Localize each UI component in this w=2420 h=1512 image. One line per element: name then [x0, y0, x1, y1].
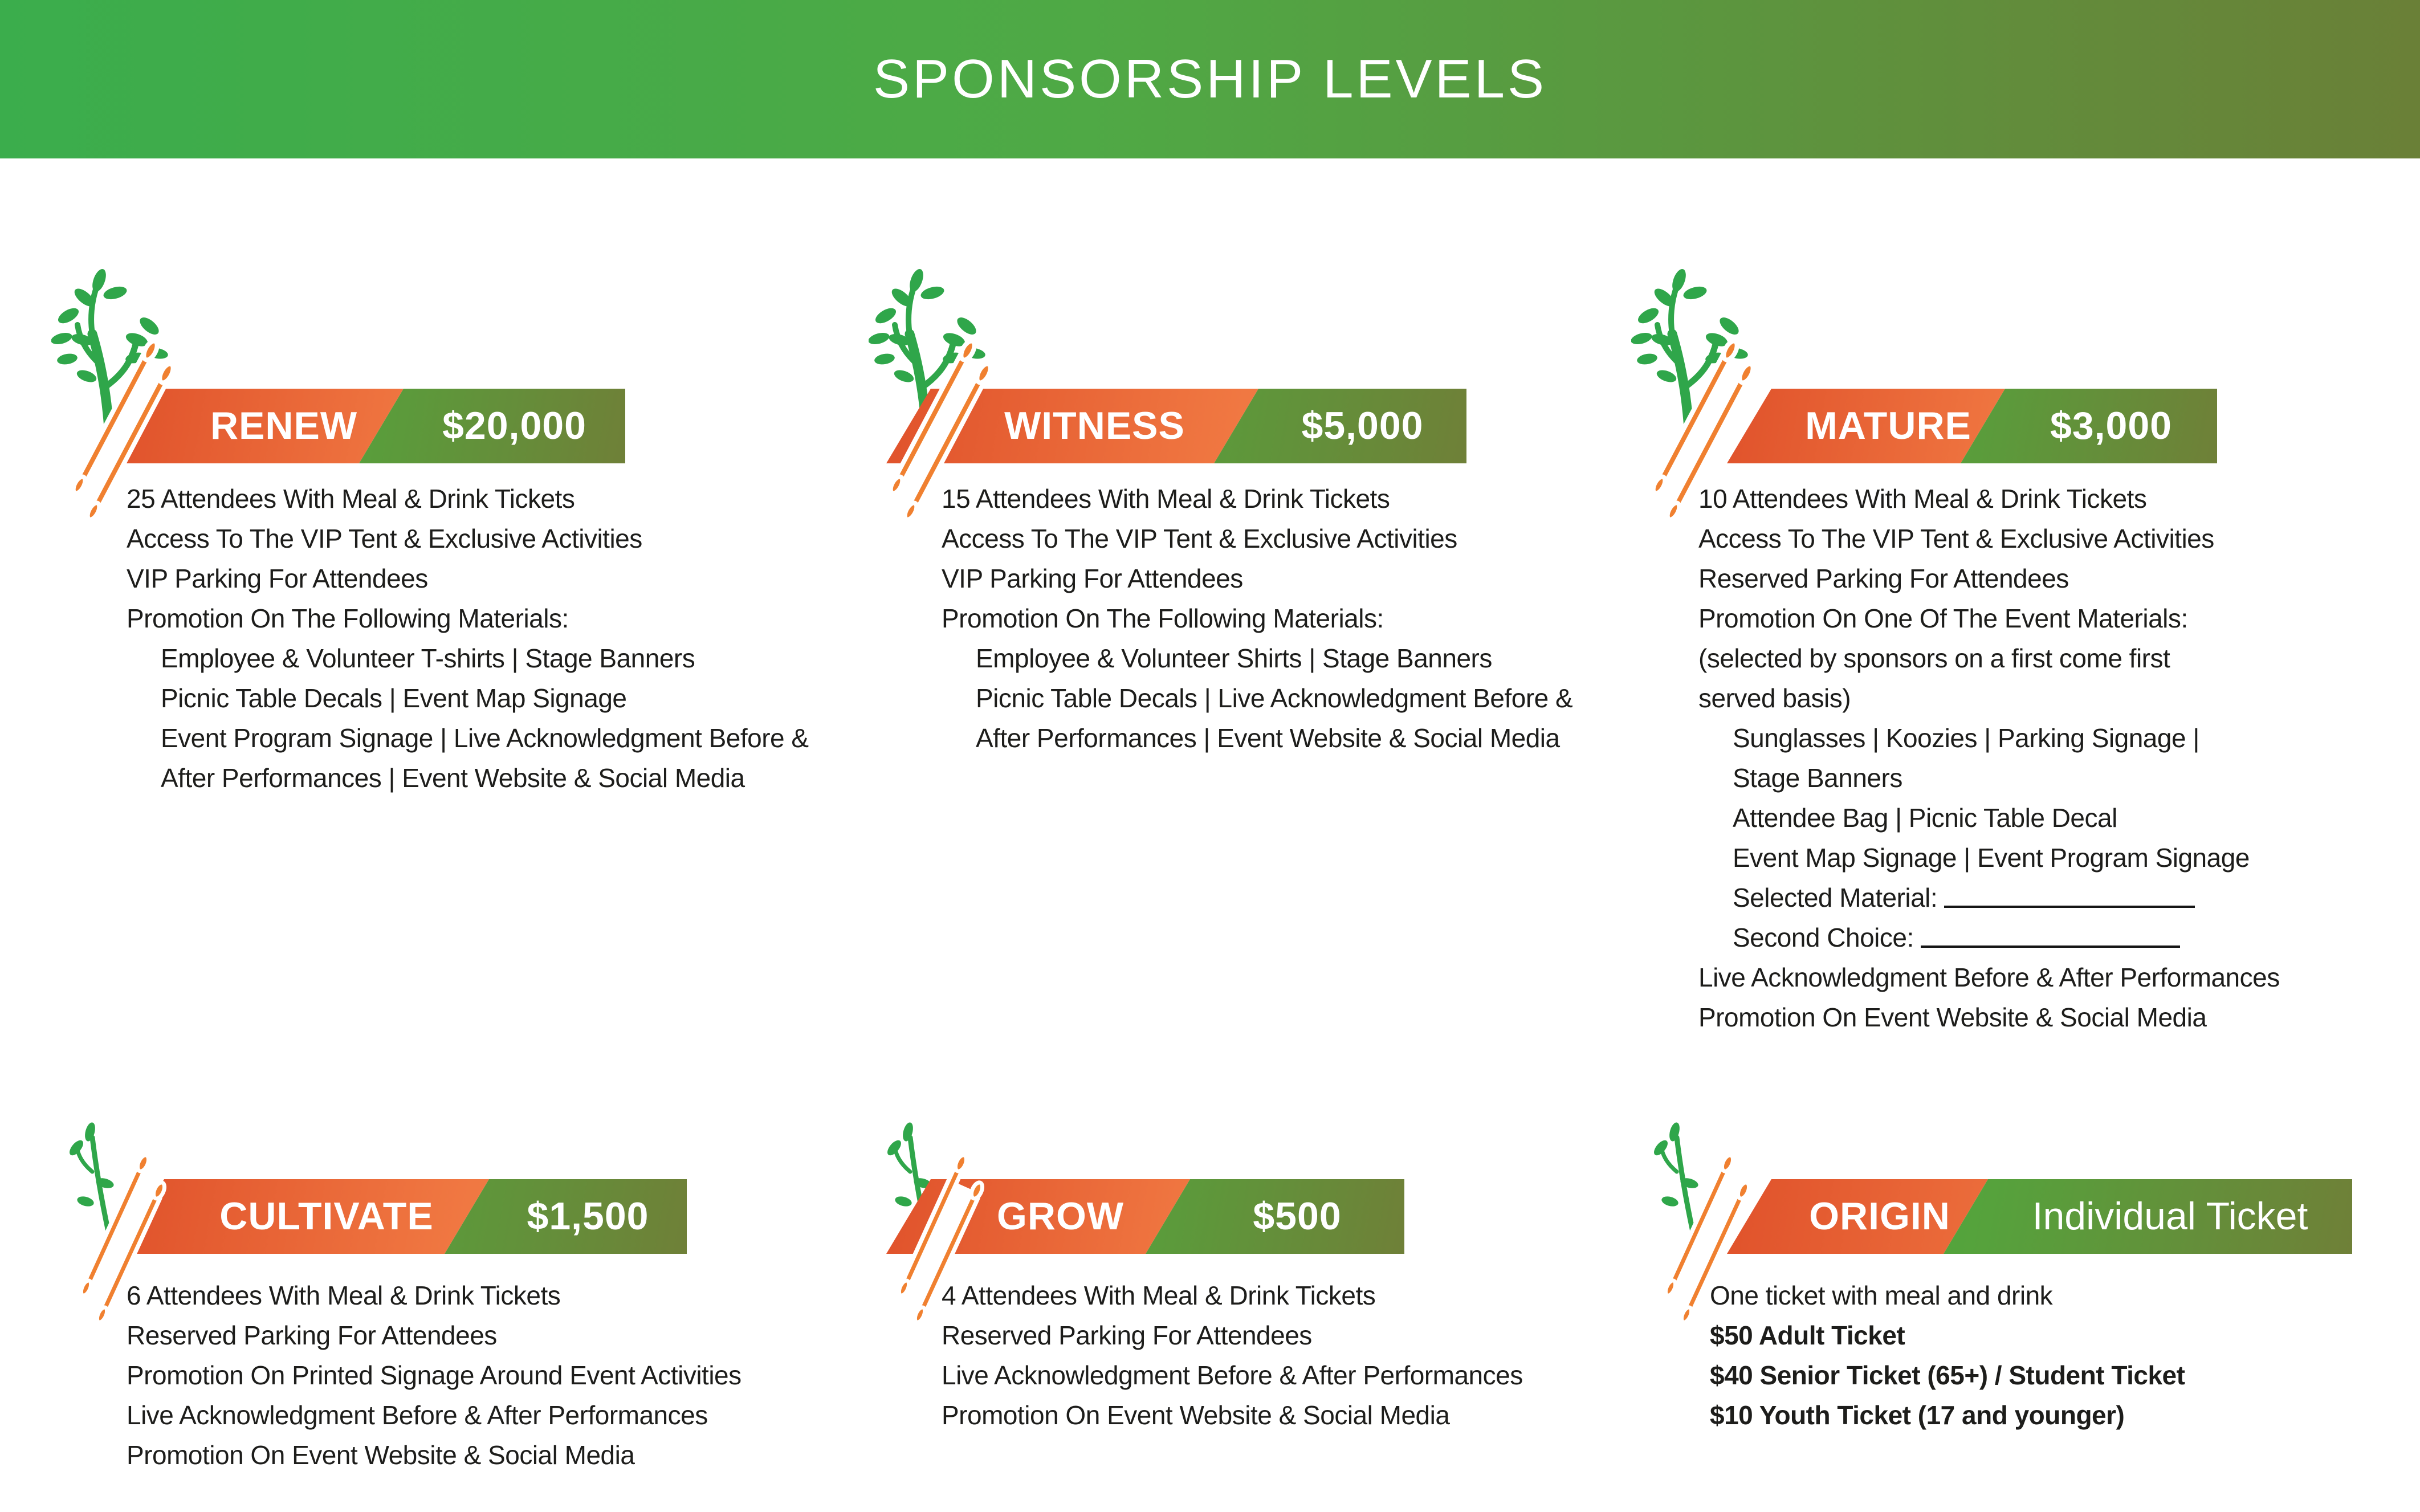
benefit-item: One ticket with meal and drink — [1710, 1281, 2053, 1310]
benefit-item: Event Map Signage | Event Program Signage — [1733, 843, 2250, 873]
benefit-label: Second Choice: — [1733, 923, 1914, 952]
tier-name: ORIGIN — [1809, 1195, 1950, 1238]
tier-price: $20,000 — [442, 404, 586, 447]
brush-slash-icon — [881, 1116, 986, 1324]
brush-slash-icon — [1631, 267, 1752, 524]
tier-ribbon — [120, 389, 625, 463]
benefit-item: 4 Attendees With Meal & Drink Tickets — [942, 1281, 1376, 1310]
benefit-item: Employee & Volunteer Shirts | Stage Banners — [976, 643, 1492, 673]
benefits-list — [1710, 1275, 2185, 1435]
benefit-label: Selected Material: — [1733, 883, 1938, 912]
benefit-item: 10 Attendees With Meal & Drink Tickets — [1698, 484, 2147, 513]
benefit-item: served basis) — [1698, 683, 1851, 713]
tier-price: $500 — [1253, 1195, 1342, 1238]
benefit-item: Reserved Parking For Attendees — [942, 1321, 1312, 1350]
benefit-item: Reserved Parking For Attendees — [1698, 564, 2069, 593]
benefits-list — [127, 479, 809, 798]
benefit-item: 25 Attendees With Meal & Drink Tickets — [127, 484, 575, 513]
brush-slash-icon — [869, 267, 989, 524]
tier-price: Individual Ticket — [2032, 1195, 2308, 1238]
benefit-item: Access To The VIP Tent & Exclusive Activities — [127, 524, 642, 553]
benefits-list — [942, 1275, 1523, 1435]
benefit-item: VIP Parking For Attendees — [127, 564, 428, 593]
tier-price: $1,500 — [527, 1195, 649, 1238]
benefit-item: Sunglasses | Koozies | Parking Signage | — [1733, 723, 2199, 753]
write-in-line — [1921, 945, 2180, 948]
benefit-item: Picnic Table Decals | Event Map Signage — [161, 683, 627, 713]
page-title: SPONSORSHIP LEVELS — [873, 48, 1547, 109]
tier-price: $5,000 — [1301, 404, 1424, 447]
benefit-item: After Performances | Event Website & Social Media — [976, 723, 1560, 753]
benefit-item: 15 Attendees With Meal & Drink Tickets — [942, 484, 1390, 513]
benefits-list — [1698, 479, 2280, 1037]
benefit-item: Access To The VIP Tent & Exclusive Activities — [942, 524, 1457, 553]
benefit-item: Employee & Volunteer T-shirts | Stage Banners — [161, 643, 695, 673]
benefit-item: Picnic Table Decals | Live Acknowledgment Before & — [976, 683, 1573, 713]
tier-name: WITNESS — [1004, 404, 1185, 447]
benefit-item: Access To The VIP Tent & Exclusive Activities — [1698, 524, 2214, 553]
tier-name: RENEW — [210, 404, 358, 447]
benefit-item: Promotion On Event Website & Social Media — [1698, 1002, 2207, 1032]
benefit-item: $40 Senior Ticket (65+) / Student Ticket — [1710, 1360, 2185, 1390]
benefits-list — [942, 479, 1572, 758]
header-banner — [0, 0, 2420, 158]
benefit-item: $10 Youth Ticket (17 and younger) — [1710, 1400, 2125, 1430]
brush-slash-icon — [51, 267, 172, 524]
benefit-item — [1698, 878, 2280, 918]
tier-ribbon — [1727, 1179, 2352, 1254]
benefits-list — [127, 1275, 742, 1475]
benefit-item: 6 Attendees With Meal & Drink Tickets — [127, 1281, 561, 1310]
tier-name: CULTIVATE — [219, 1195, 434, 1238]
benefit-item: Live Acknowledgment Before & After Performances — [1698, 963, 2280, 992]
brush-slash-icon — [63, 1116, 168, 1324]
benefit-item: Promotion On The Following Materials: — [942, 604, 1384, 633]
benefit-item: Promotion On The Following Materials: — [127, 604, 569, 633]
tier-name: MATURE — [1805, 404, 1971, 447]
benefit-item: VIP Parking For Attendees — [942, 564, 1243, 593]
tier-price: $3,000 — [2050, 404, 2172, 447]
benefit-item: Promotion On Printed Signage Around Event Activities — [127, 1360, 742, 1390]
benefit-item: $50 Adult Ticket — [1710, 1321, 1905, 1350]
benefit-item: Promotion On One Of The Event Materials: — [1698, 604, 2188, 633]
tier-name: GROW — [996, 1195, 1125, 1238]
benefit-item — [1698, 918, 2280, 957]
benefit-item: Event Program Signage | Live Acknowledgment Before & — [161, 723, 809, 753]
benefit-item: Promotion On Event Website & Social Media — [942, 1400, 1450, 1430]
write-in-line — [1944, 906, 2195, 908]
tier-ribbon — [1727, 389, 2217, 463]
benefit-item: Reserved Parking For Attendees — [127, 1321, 497, 1350]
brush-slash-icon — [1647, 1116, 1753, 1324]
benefit-item: After Performances | Event Website & Social Media — [161, 763, 745, 793]
benefit-item: (selected by sponsors on a first come first — [1698, 643, 2170, 673]
tier-ribbon — [120, 1179, 687, 1254]
benefit-item: Attendee Bag | Picnic Table Decal — [1733, 803, 2117, 833]
benefit-item: Promotion On Event Website & Social Media — [127, 1440, 635, 1470]
benefit-item: Live Acknowledgment Before & After Performances — [942, 1360, 1523, 1390]
benefit-item: Stage Banners — [1733, 763, 1902, 793]
benefit-item: Live Acknowledgment Before & After Performances — [127, 1400, 708, 1430]
